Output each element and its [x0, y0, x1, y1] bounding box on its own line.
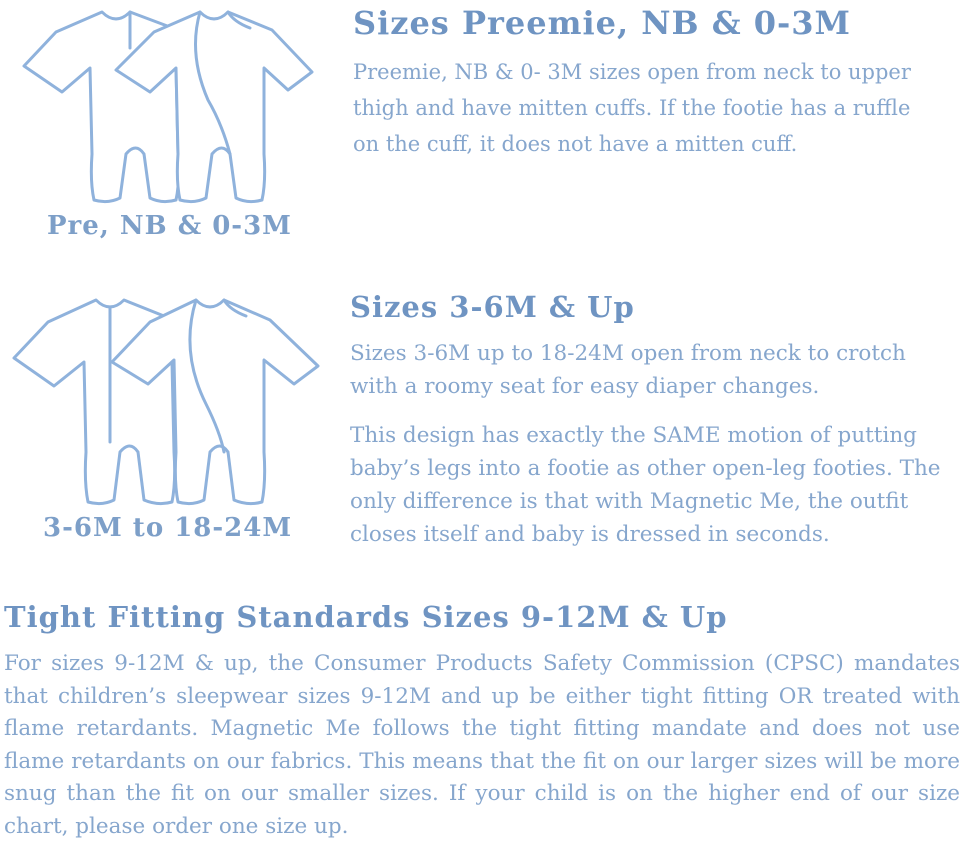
illustration-caption-preemie: Pre, NB & 0-3M [47, 211, 292, 241]
section-text-tight-fitting: For sizes 9-12M & up, the Consumer Products Safety Commission (CPSC) mandates that children’s sleepwear sizes 9-12M and up be either tight fitting OR treated with flame retardants. Magnetic Me follows the tight fitting mandate and does not use flame retardants on our fabrics. This means that the fit on our larger sizes will be more snug than the fit on our smaller sizes. If your child is on the higher end of our size chart, please order one size up. [4, 651, 960, 839]
illustration-caption-3-6m: 3-6M to 18-24M [43, 513, 293, 543]
section-heading-tight-fitting: Tight Fitting Standards Sizes 9-12M & Up [4, 600, 728, 634]
footie-illustration-preemie [18, 4, 318, 209]
section-text-design: This design has exactly the SAME motion of putting baby’s legs into a footie as other open-leg footies. The only difference is that with Magnetic Me, the outfit closes itself and baby is dressed in seconds. [350, 423, 941, 547]
section-heading-3-6m: Sizes 3-6M & Up [350, 290, 635, 324]
section-text-3-6m: Sizes 3-6M up to 18-24M open from neck to crotch with a roomy seat for easy diaper changes. [350, 341, 906, 399]
section-heading-preemie: Sizes Preemie, NB & 0-3M [353, 4, 851, 42]
footie-front-icon [112, 300, 318, 504]
footie-illustration-3-6m [10, 292, 325, 512]
section-text-preemie: Preemie, NB & 0- 3M sizes open from neck to upper thigh and have mitten cuffs. If the footie has a ruffle on the cuff, it does not have a mitten cuff. [353, 60, 911, 156]
